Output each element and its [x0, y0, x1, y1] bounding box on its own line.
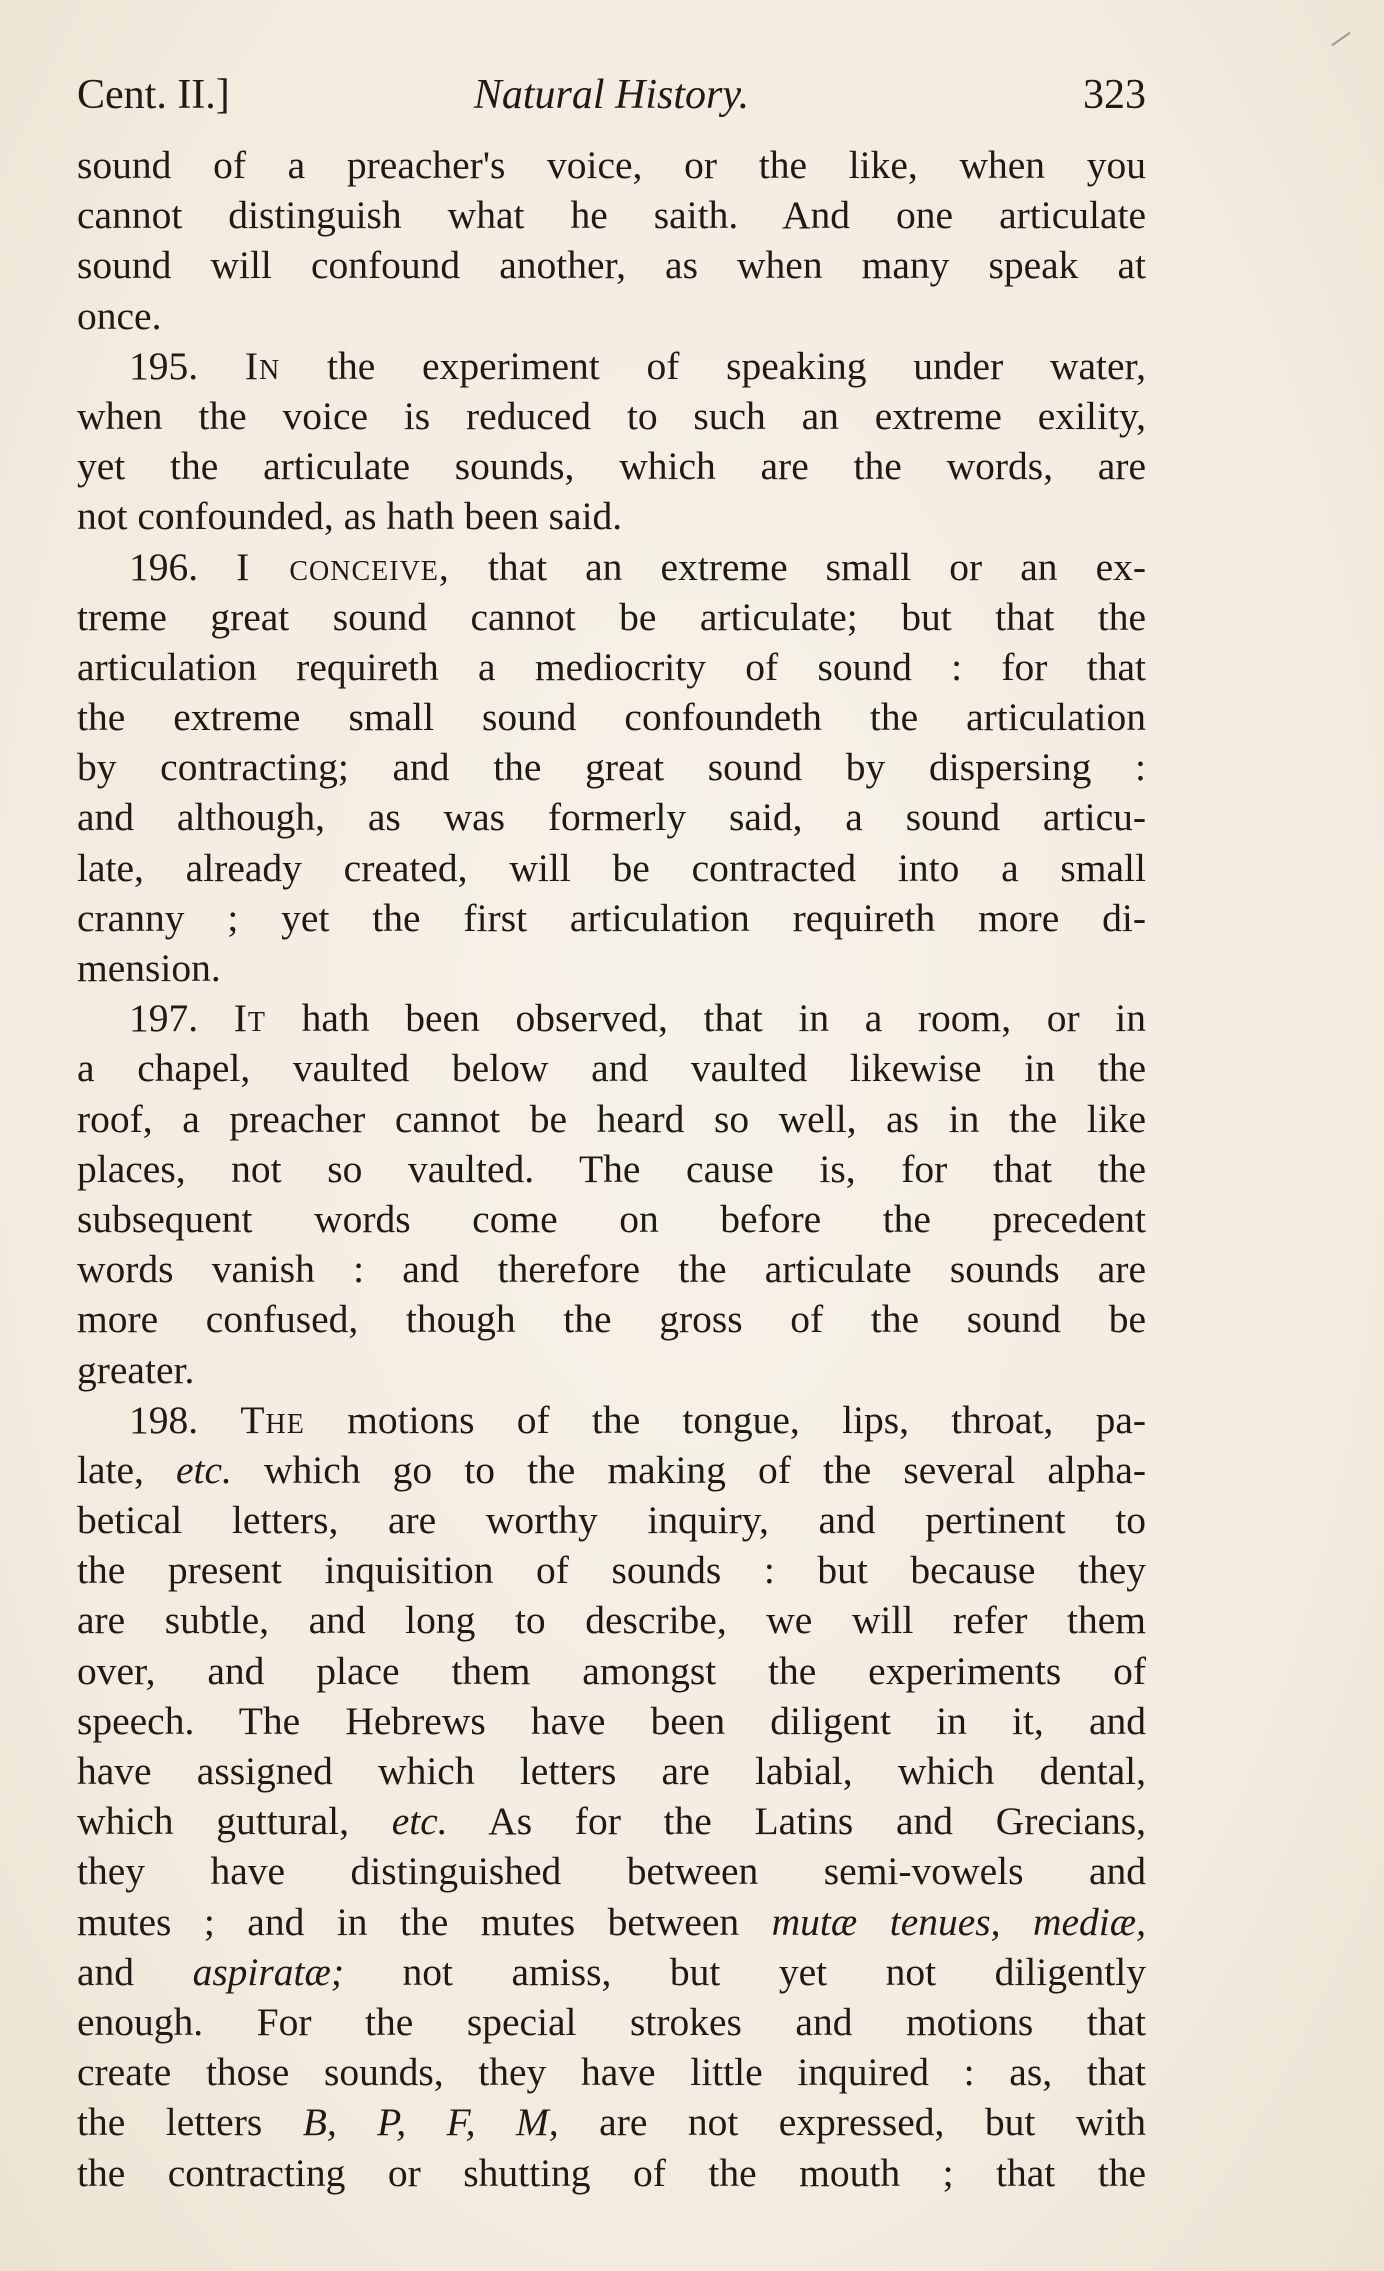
paragraph-196-first-line: 196. I conceive, that an extreme small or an ex- — [129, 544, 1147, 589]
text-line: speech. The Hebrews have been diligent in it, and — [77, 1698, 1146, 1743]
text-line: the extreme small sound confoundeth the articulation — [77, 695, 1146, 740]
text-line: the contracting or shutting of the mouth ; that the — [77, 2150, 1146, 2195]
text-line: sound will confound another, as when many speak at — [77, 243, 1146, 288]
text-line: mension. — [77, 946, 221, 990]
paragraph-198-first-line: 198. The motions of the tongue, lips, throat, pa- — [129, 1397, 1147, 1442]
text-line: cannot distinguish what he saith. And one articulate — [77, 193, 1146, 238]
paragraph-195-first-line: 195. In the experiment of speaking under water, — [129, 343, 1147, 388]
running-header — [77, 65, 1146, 125]
text-line: sound of a preacher's voice, or the like, when you — [77, 143, 1146, 187]
text-line: cranny ; yet the first articulation requireth more di- — [77, 895, 1146, 940]
text-line: when the voice is reduced to such an extreme exility, — [77, 393, 1146, 438]
text-line: roof, a preacher cannot be heard so well, as in the like — [77, 1096, 1146, 1141]
text-line: enough. For the special strokes and motions that — [77, 1999, 1146, 2044]
margin-mark — [1331, 32, 1350, 46]
text-line: have assigned which letters are labial, which dental, — [77, 1749, 1146, 1793]
text-line: treme great sound cannot be articulate; but that the — [77, 594, 1146, 639]
text-line: not confounded, as hath been said. — [77, 494, 623, 539]
text-line: are subtle, and long to describe, we will refer them — [77, 1598, 1146, 1643]
text-line: places, not so vaulted. The cause is, for that the — [77, 1146, 1146, 1191]
body-text — [77, 140, 1146, 2198]
text-line: over, and place them amongst the experiments of — [77, 1648, 1146, 1693]
paragraph-number: 197. — [129, 996, 199, 1041]
lead-word: In — [244, 343, 281, 388]
text-line: late, already created, will be contracted into a small — [77, 845, 1146, 890]
text-line: greater. — [77, 1347, 195, 1392]
text-line: which guttural, etc. As for the Latins and Grecians, — [77, 1799, 1146, 1844]
text-line: and aspiratæ; not amiss, but yet not diligently — [77, 1949, 1147, 1994]
paragraph-number: 196. — [129, 544, 199, 589]
text-line: a chapel, vaulted below and vaulted likewise in the — [77, 1046, 1146, 1091]
text-line: the present inquisition of sounds : but because they — [77, 1548, 1146, 1593]
text-line: mutes ; and in the mutes between mutæ tenues, mediæ, — [77, 1899, 1146, 1944]
page-number: 323 — [1083, 72, 1146, 118]
text-line: they have distinguished between semi-vowels and — [77, 1849, 1146, 1894]
paragraph-197-first-line: 197. It hath been observed, that in a room, or in — [129, 996, 1147, 1041]
text-line: by contracting; and the great sound by dispersing : — [77, 745, 1146, 790]
text-line: more confused, though the gross of the sound be — [77, 1297, 1146, 1342]
text-line: create those sounds, they have little inquired : as, that — [77, 2050, 1146, 2095]
header-title: Natural History. — [473, 72, 750, 118]
text-line: articulation requireth a mediocrity of sound : for that — [77, 644, 1146, 689]
lead-word: The — [240, 1397, 305, 1442]
lead-word: I conceive, — [236, 544, 450, 589]
text-line: the letters B, P, F, M, are not expressed, but with — [77, 2100, 1147, 2145]
text-line: betical letters, are worthy inquiry, and pertinent to — [77, 1498, 1146, 1543]
paragraph-number: 195. — [129, 343, 199, 388]
text-line: once. — [77, 293, 162, 338]
text-line: and although, as was formerly said, a sound articu- — [77, 795, 1146, 840]
lead-word: It — [233, 996, 267, 1041]
text-line: yet the articulate sounds, which are the words, are — [77, 444, 1146, 489]
text-line: subsequent words come on before the precedent — [77, 1196, 1146, 1241]
text-line: words vanish : and therefore the articulate sounds are — [77, 1247, 1146, 1292]
text-line: late, etc. which go to the making of the several alpha- — [77, 1447, 1147, 1492]
paragraph-number: 198. — [129, 1397, 199, 1442]
header-section: Cent. II.] — [77, 72, 230, 118]
